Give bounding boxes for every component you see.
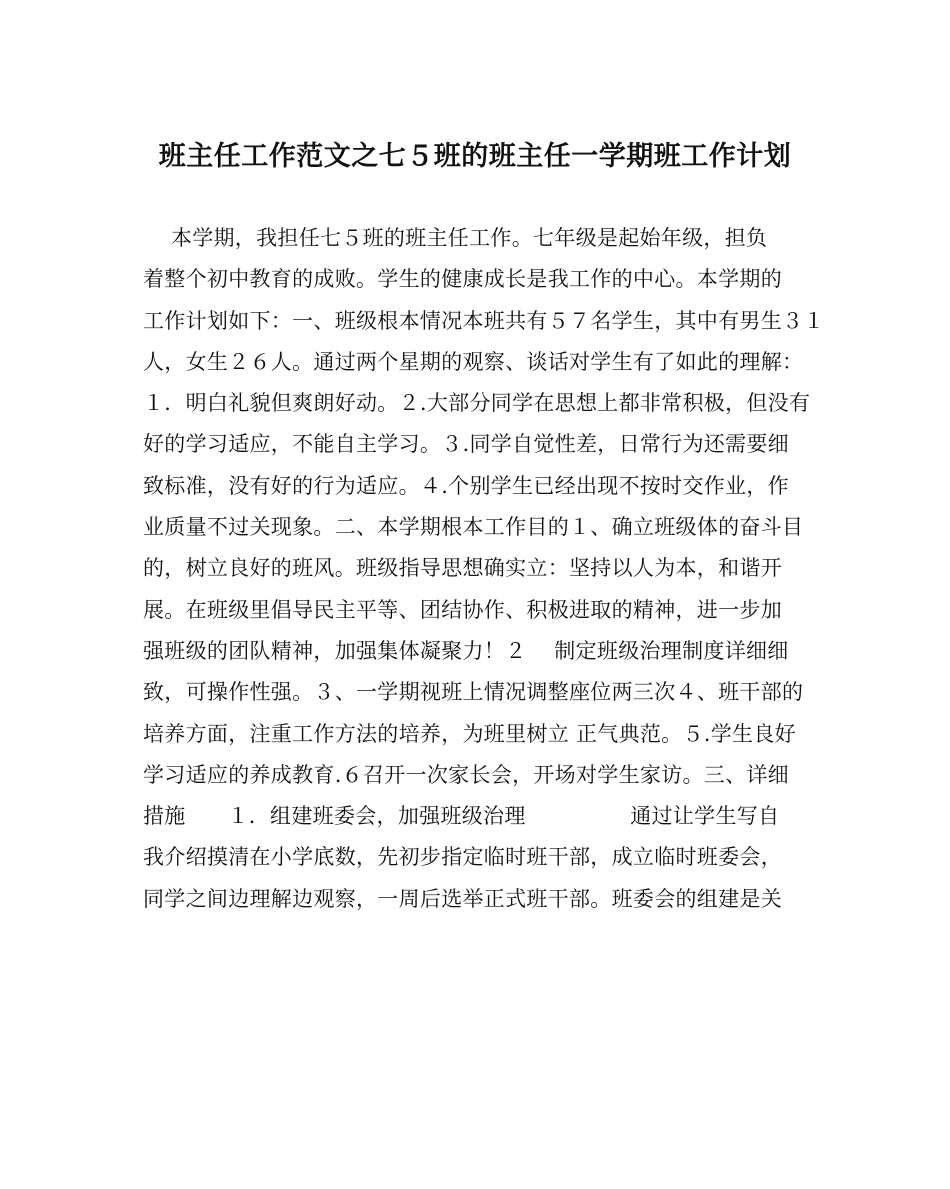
body-line: 强班级的团队精神，加强集体凝聚力！２ 制定班级治理制度详细细 — [143, 638, 789, 663]
body-line: 学习适应的养成教育.６召开一次家长会，开场对学生家访。三、详细 — [143, 762, 789, 787]
body-line: 人，女生２６人。通过两个星期的观察、谈话对学生有了如此的理解： — [143, 349, 804, 374]
document-body — [143, 218, 825, 920]
document-title: 班主任工作范文之七５班的班主任一学期班工作计划 — [158, 141, 792, 172]
body-line: 着整个初中教育的成败。学生的健康成长是我工作的中心。本学期的 — [143, 267, 782, 292]
body-line: 的，树立良好的班风。班级指导思想确实立：坚持以人为本，和谐开 — [143, 556, 782, 581]
body-line: 培养方面，注重工作方法的培养，为班里树立 正气典范。５.学生良好 — [143, 721, 796, 746]
body-line: 致，可操作性强。３、一学期视班上情况调整座位两三次４、班干部的 — [143, 680, 804, 705]
body-line: 致标准，没有好的行为适应。４.个别学生已经出现不按时交作业，作 — [143, 473, 789, 498]
body-line: １．明白礼貌但爽朗好动。２.大部分同学在思想上都非常积极，但没有 — [143, 391, 811, 416]
body-line: 工作计划如下：一、班级根本情况本班共有５７名学生，其中有男生３１ — [143, 308, 825, 333]
body-line: 好的学习适应，不能自主学习。３.同学自觉性差，日常行为还需要细 — [143, 432, 789, 457]
body-line: 措施 １．组建班委会，加强班级治理 通过让学生写自 — [143, 804, 780, 829]
body-line: 本学期，我担任七５班的班主任工作。七年级是起始年级，担负 — [143, 226, 768, 250]
body-line: 展。在班级里倡导民主平等、团结协作、积极进取的精神，进一步加 — [143, 597, 782, 622]
body-line: 我介绍摸清在小学底数，先初步指定临时班干部，成立临时班委会， — [143, 845, 782, 870]
body-line: 业质量不过关现象。二、本学期根本工作目的１、确立班级体的奋斗目 — [143, 515, 804, 540]
body-line: 同学之间边理解边观察，一周后选举正式班干部。班委会的组建是关 — [143, 886, 782, 911]
